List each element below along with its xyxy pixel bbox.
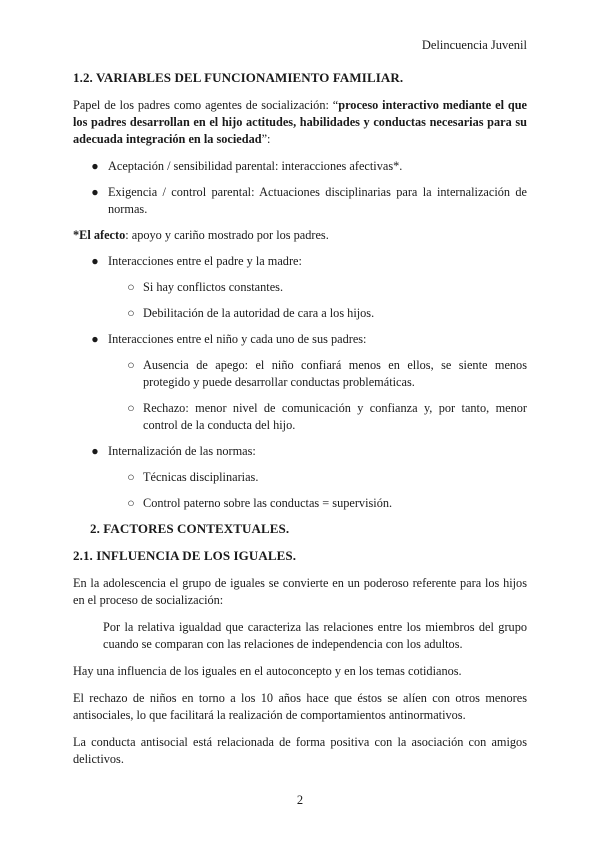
page-content [73, 70, 527, 778]
list-item: ● Aceptación / sensibilidad parental: interacciones afectivas*. [91, 159, 403, 173]
list-item: ● Interacciones entre el niño y cada uno de sus padres: [91, 332, 367, 346]
paragraph: En la adolescencia el grupo de iguales se convierte en un poderoso referente para los hijos en el proceso de socialización: [73, 576, 527, 607]
paragraph: Hay una influencia de los iguales en el autoconcepto y en los temas cotidianos. [73, 664, 462, 678]
afecto-note: *El afecto: apoyo y cariño mostrado por los padres. [73, 228, 329, 242]
paragraph: La conducta antisocial está relacionada de forma positiva con la asociación con amigos delictivos. [73, 735, 527, 766]
sub-list-item: ○ Debilitación de la autoridad de cara a los hijos. [127, 306, 375, 320]
bullet-icon: ● [91, 185, 99, 199]
sub-list-item: ○ Técnicas disciplinarias. [127, 470, 259, 484]
bullet-icon: ● [91, 254, 99, 268]
list-item: ● Exigencia / control parental: Actuaciones disciplinarias para la internalización de normas. [91, 185, 527, 216]
parenting-dimensions-list [73, 158, 527, 218]
section-heading-2-1: 2.1. INFLUENCIA DE LOS IGUALES. [73, 548, 297, 563]
circle-bullet-icon: ○ [127, 280, 135, 294]
section-heading-2: 2. FACTORES CONTEXTUALES. [90, 521, 290, 536]
bullet-icon: ● [91, 159, 99, 173]
circle-bullet-icon: ○ [127, 496, 135, 510]
section-heading-1-2: 1.2. VARIABLES DEL FUNCIONAMIENTO FAMILIAR. [73, 70, 404, 85]
sub-list-item: ○ Ausencia de apego: el niño confiará menos en ellos, se siente menos protegido y puede desarrollar conductas problemáticas. [127, 358, 527, 389]
sub-list-item: ○ Si hay conflictos constantes. [127, 280, 284, 294]
sub-list-item: ○ Control paterno sobre las conductas = supervisión. [127, 496, 393, 510]
circle-bullet-icon: ○ [127, 358, 135, 372]
list-item: ● Internalización de las normas: [91, 444, 256, 458]
circle-bullet-icon: ○ [127, 401, 135, 415]
circle-bullet-icon: ○ [127, 470, 135, 484]
interactions-list [73, 253, 527, 512]
circle-bullet-icon: ○ [127, 306, 135, 320]
bullet-icon: ● [91, 444, 99, 458]
indented-paragraph: Por la relativa igualdad que caracteriza las relaciones entre los miembros del grupo cuando se comparan con las relaciones de independencia con los adultos. [103, 620, 527, 651]
bullet-icon: ● [91, 332, 99, 346]
page-number: 2 [296, 793, 304, 807]
intro-definition: proceso interactivo mediante el que los padres desarrollan en el hijo actitudes, habilidades y conductas necesarias para su adecuada integración en la sociedad [73, 98, 527, 146]
sub-list-item: ○ Rechazo: menor nivel de comunicación y confianza y, por tanto, menor control de la conducta del hijo. [127, 401, 527, 432]
intro-paragraph: Papel de los padres como agentes de socialización: “proceso interactivo mediante el que los padres desarrollan en el hijo actitudes, habilidades y conductas necesarias para su adecuada integración en la sociedad”: [73, 98, 527, 146]
paragraph: El rechazo de niños en torno a los 10 años hace que éstos se alíen con otros menores antisociales, lo que facilitará la realización de comportamientos antinormativos. [73, 691, 527, 722]
list-item: ● Interacciones entre el padre y la madre: [91, 254, 302, 268]
running-header: Delincuencia Juvenil [421, 38, 527, 52]
